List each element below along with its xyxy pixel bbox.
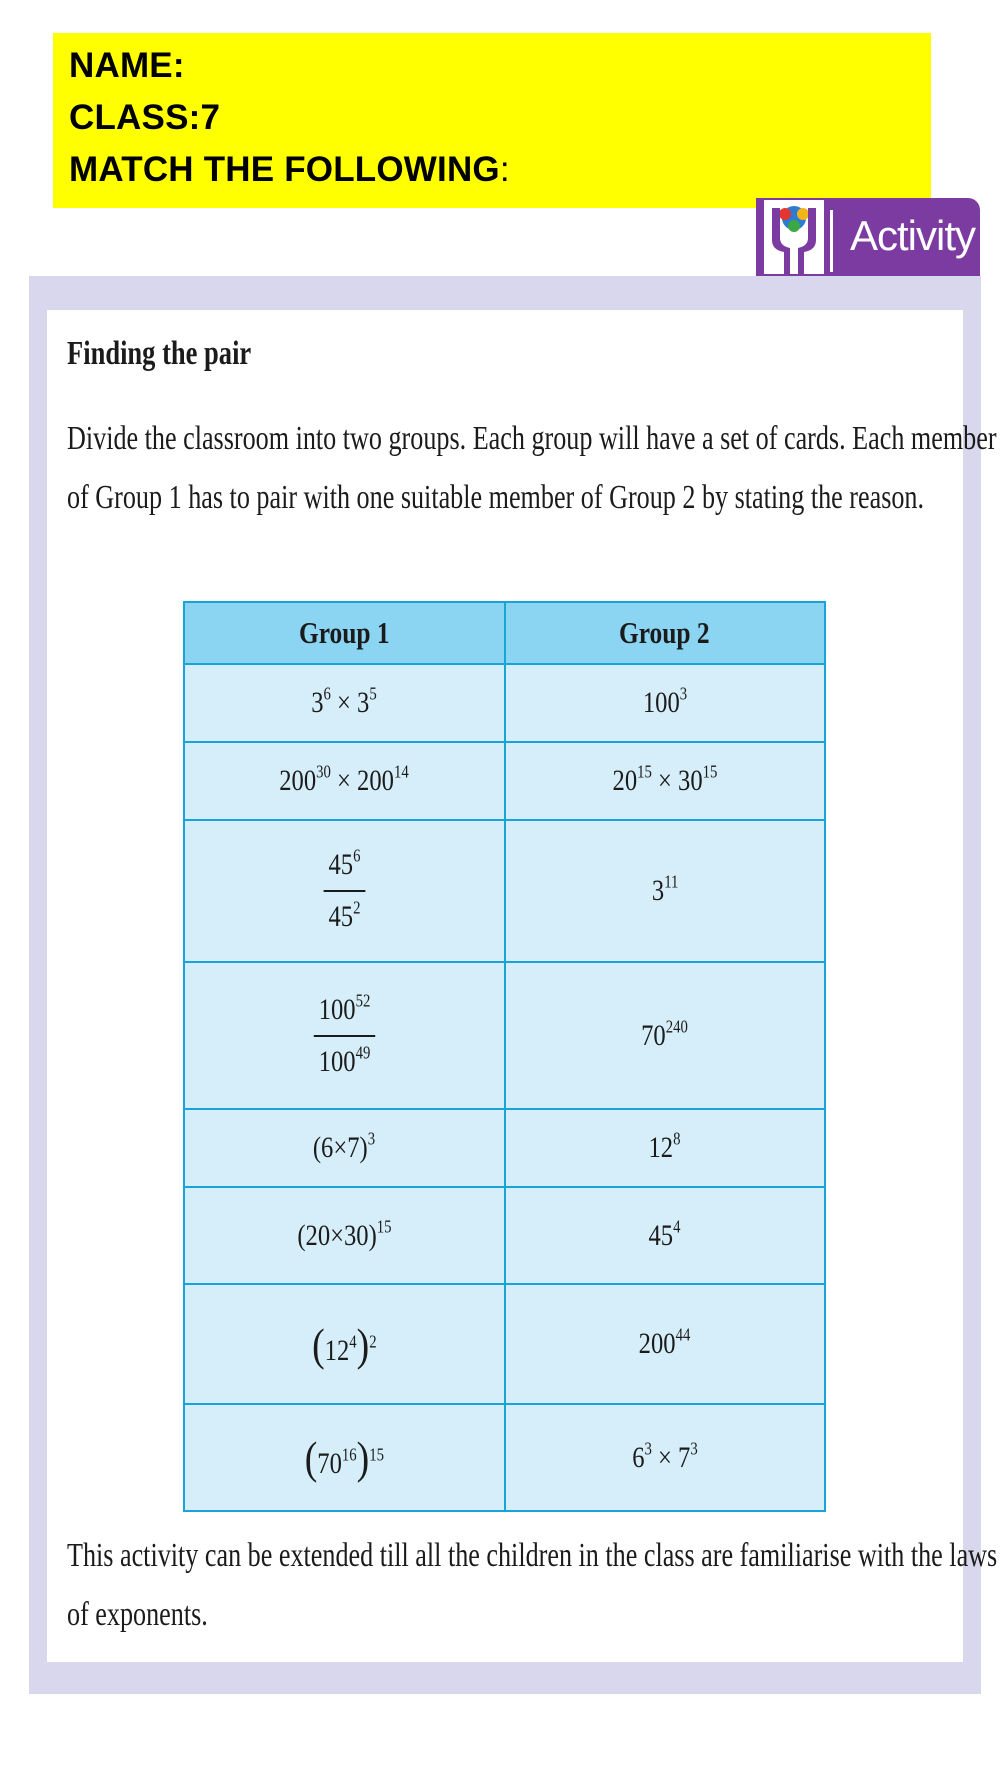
- group-activity-icon: [760, 200, 828, 274]
- group-1-cell: $(12^4)^2$: [184, 1284, 505, 1404]
- class-label: CLASS:7: [69, 98, 221, 137]
- instruction-line: [69, 150, 510, 190]
- name-label: NAME:: [69, 46, 185, 85]
- badge-label: Activity: [850, 212, 976, 259]
- group-2-cell: $12^8$: [505, 1109, 826, 1187]
- group-1-cell: $3^6 \times 3^5$: [184, 664, 505, 742]
- group-2-cell: $20^{15} \times 30^{15}$: [505, 742, 826, 820]
- group-2-cell: $3^{11}$: [505, 820, 826, 962]
- group-1-cell: $(20\times 30)^{15}$: [184, 1187, 505, 1284]
- instruction-text: MATCH THE FOLLOWING: [69, 150, 500, 189]
- table-row: [184, 742, 825, 820]
- table-row: [184, 1404, 825, 1511]
- group-1-cell: $(6\times 7)^3$: [184, 1109, 505, 1187]
- activity-title: Finding the pair: [67, 335, 252, 372]
- group-2-cell: $45^4$: [505, 1187, 826, 1284]
- table-header-row: [184, 602, 825, 664]
- table-row: [184, 664, 825, 742]
- worksheet-header: [53, 33, 931, 208]
- group-2-cell: $200^{44}$: [505, 1284, 826, 1404]
- table-row: [184, 1109, 825, 1187]
- table-row: [184, 1284, 825, 1404]
- group-2-header: Group 2: [505, 602, 826, 664]
- fraction: $\frac{100^{52}}{100^{49}}$: [314, 993, 376, 1079]
- group-1-cell: [184, 962, 505, 1109]
- group-2-cell: $70^{240}$: [505, 962, 826, 1109]
- group-1-cell: $(70^{16})^{15}$: [184, 1404, 505, 1511]
- group-1-cell: [184, 820, 505, 962]
- activity-outro: This activity can be extended till all the children in the class are familiarise with the laws of exponents.: [67, 1537, 998, 1633]
- activity-badge: [756, 198, 980, 277]
- table-row: [184, 962, 825, 1109]
- group-1-cell: $200^{30} \times 200^{14}$: [184, 742, 505, 820]
- table-row: [184, 1187, 825, 1284]
- group-2-cell: $100^3$: [505, 664, 826, 742]
- badge-divider: [830, 210, 833, 272]
- group-2-cell: $6^3 \times 7^3$: [505, 1404, 826, 1511]
- group-1-header: Group 1: [184, 602, 505, 664]
- instruction-colon: :: [499, 150, 510, 189]
- table-row: [184, 820, 825, 962]
- match-table: [183, 601, 826, 1512]
- fraction: $\frac{45^6}{45^2}$: [323, 848, 365, 934]
- activity-intro: Divide the classroom into two groups. Each group will have a set of cards. Each member of Group 1 has to pair with one suitable member of Group 2 by stating the reason.: [67, 420, 997, 516]
